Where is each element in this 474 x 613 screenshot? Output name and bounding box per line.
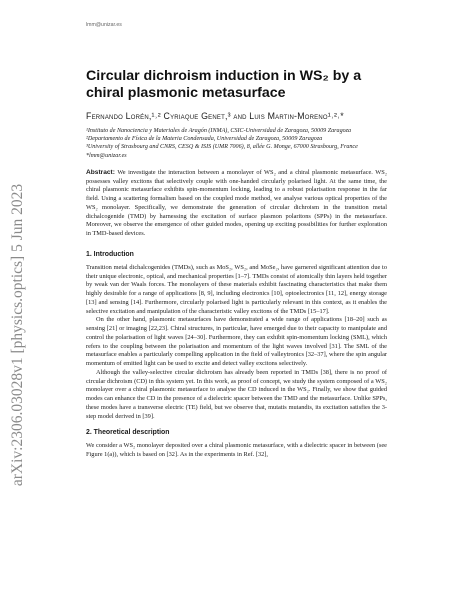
affiliations	[86, 127, 387, 160]
intro-paragraph-2: On the other hand, plasmonic metasurfaces have demonstrated a wide range of applications [18–20] such as sensing [21] or imaging [22,23]. Chiral structures, in particular, have emerged due to their capacity to manipulate and control the polarisation of light waves [24–30]. Furthermore, they can exhibit spin-momentum locking (SML), which refers to the coupling between the polarisation and momentum of the light waves involved [31]. The SML of the metasurface enables a particularly compelling application in the field of valleytronics [32–37], where the spin angular momentum of emitted light can be used to excite and detect valley excitons selectively.	[86, 316, 387, 368]
intro-paragraph-3: Although the valley-selective circular dichroism has already been reported in TMDs [38], there is no proof of circular dichroism (CD) in this system yet. In this work, as proof of concept, we study the system composed of a WS₂ monolayer over a chiral plasmonic metasurface to analyse the CD induced in the WS₂. Finally, we show that guided modes can enhance the CD in the presence of a dielectric spacer between the TMD and the metasurface. Unlike SPPs, these modes have a transverse electric (TE) field, but we observe that, mutatis mutandis, its excitation satisfies the 3-step model derived in [39].	[86, 368, 387, 420]
arxiv-identifier-sidebar	[6, 140, 30, 530]
paper-page	[86, 22, 387, 460]
author-list: Fernando Lorén,¹˒² Cyriaque Genet,³ and Luis Martin-Moreno¹˒²˒*	[86, 111, 344, 121]
section-heading-theory: 2. Theoretical description	[86, 429, 170, 437]
corresponding-email: *lmm@unizar.es	[86, 152, 127, 159]
affiliation-1: ¹Instituto de Nanociencia y Materiales de Aragón (INMA), CSIC-Universidad de Zaragoza, 50009 Zaragoza	[86, 128, 352, 134]
section-heading-introduction: 1. Introduction	[86, 250, 134, 258]
theory-paragraph-1: We consider a WS₂ monolayer deposited over a chiral plasmonic metasurface, with a dielectric spacer in between (see Figure 1(a)), which is based on [32]. As in the experiments in Ref. [32],	[86, 442, 387, 459]
arxiv-identifier: arXiv:2306.03028v1 [physics.optics] 5 Jun 2023	[9, 183, 27, 487]
abstract-label: Abstract:	[86, 168, 115, 176]
affiliation-2: ²Departamento de Física de la Materia Condensada, Universidad de Zaragoza, 50009 Zaragoza	[86, 136, 323, 143]
intro-paragraph-1: Transition metal dichalcogenides (TMDs), such as MoS₂, WS₂, and MoSe₂, have garnered significant attention due to their unique electronic, optical, and mechanical properties [1–7]. TMDs consist of atomically thin layers held together by weak van der Waals forces. The monolayers of these materials exhibit fascinating characteristics that make them highly desirable for a range of applications [8, 9], including electronics [10], optoelectronics [11, 12], energy storage [13] and sensing [14]. Furthermore, circularly polarised light is particularly relevant in this context, as it enables the selective excitation and manipulation of the characteristic valley excitons of the TMDs [15–17].	[86, 263, 387, 315]
header-email: lmm@unizar.es	[86, 22, 122, 28]
abstract-text: We investigate the interaction between a monolayer of WS₂ and a chiral plasmonic metasurface. WS₂ possesses valley excitons that selectively couple with one-handed circularly polarised light. At the same time, the chiral plasmonic metasurface exhibits spin-momentum locking, leading to a robust polarisation response in the far field. Using a scattering formalism based on the coupled mode method, we analyse various optical properties of the WS₂ monolayer. Specifically, we demonstrate the generation of circular dichroism in the transition metal dichalcogenide (TMD) by harnessing the excitation of surface plasmon polaritons (SPPs) in the metasurface. Moreover, we observe the emergence of other guided modes, opening up exciting possibilities for further exploration in TMD-based devices.	[86, 168, 387, 238]
paper-title: Circular dichroism induction in WS₂ by a chiral plasmonic metasurface	[86, 68, 362, 101]
abstract	[86, 169, 387, 239]
paper-body	[86, 251, 387, 460]
affiliation-3: ³University of Strasbourg and CNRS, CESQ & ISIS (UMR 7006), 8, allée G. Monge, 67000 Strasbourg, France	[86, 144, 358, 151]
